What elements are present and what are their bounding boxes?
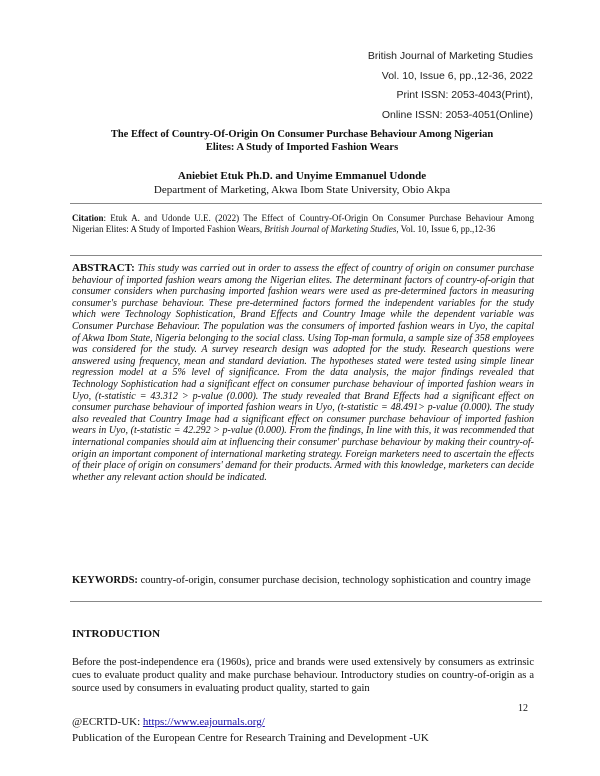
author-names: Aniebiet Etuk Ph.D. and Unyime Emmanuel Udonde [177, 170, 427, 182]
publisher-line: Publication of the European Centre for Research Training and Development -UK [72, 732, 429, 744]
citation-label: Citation [72, 213, 104, 223]
online-issn: Online ISSN: 2053-4051(Online) [381, 108, 533, 121]
print-issn: Print ISSN: 2053-4043(Print), [396, 89, 533, 101]
divider-top [70, 203, 542, 204]
citation-journal: British Journal of Marketing Studies [264, 224, 397, 234]
introduction-text: Before the post-independence era (1960s), price and brands were used extensively by consumers as extrinsic cues to evaluate product quality and make purchase behaviour. Introductory studies on country-of-origin as a source used by consumers in evaluating product quality, started to gain [72, 657, 534, 694]
keywords-text: country-of-origin, consumer purchase decision, technology sophistication and country image [140, 575, 531, 586]
divider-citation [70, 255, 542, 256]
author-block [72, 169, 532, 197]
article-title [72, 128, 532, 154]
journal-header [368, 47, 533, 125]
keywords [72, 574, 534, 587]
citation-text: : Etuk A. and Udonde U.E. (2022) The Effect of Country-Of-Origin On Consumer Purchase Behaviour Among Nigerian Elites: A Study of Imported Fashion Wears, [72, 213, 534, 234]
journal-name: British Journal of Marketing Studies [367, 50, 533, 62]
title-line-1: The Effect of Country-Of-Origin On Consumer Purchase Behaviour Among Nigerian [110, 129, 494, 140]
copyright-prefix: @ECRTD-UK: [72, 716, 143, 728]
footer [72, 714, 429, 746]
citation-volume: , Vol. 10, Issue 6, pp.,12-36 [396, 224, 496, 234]
keywords-label: KEYWORDS: [72, 575, 138, 586]
abstract-text: This study was carried out in order to assess the effect of country of origin on consumer purchase behaviour of imported fashion wears among the Nigerian elites. The determinant factors of country-of-origin that consumer considers when purchasing imported fashion wears were used as pre-determined factors in measuring consumer's purchase behaviour. These pre-determined factors formed the independent variables for the study which were Technology Sophistication, Brand Effects and Country Image while the dependent variable was Consumer Purchase Behaviour. The population was the consumers of imported fashion wears in Uyo, the capital of Akwa Ibom State, Nigeria belonging to the social class. Using Top-man formula, a sample size of 358 employees was considered for the study. A survey research design was adopted for the study. Research questions were answered using frequency, mean and standard deviation. The hypotheses stated were tested using simple linear regression model at a 5% level of significance. From the data analysis, the major findings revealed that Technology Sophistication had a significant effect on consumer purchase behaviour of imported fashion wears in Uyo, (t-statistic = 43.312 > p-value (0.000). The study revealed that Brand Effects had a significant effect on consumer purchase behaviour of imported fashion wears in Uyo, (t-statistic = 48.491> p-value (0.000). The study also revealed that Country Image had a significant effect on consumer purchase behaviour of imported fashion wears in Uyo, (t-statistic = 42.292 > p-value (0.000). From the findings, In line with this, it was recommended that international companies should aim at influencing their consumer' purchase behaviour by making their country-of-origin an important component of international marketing strategy. Foreign marketers need to ascertain the effects of their place of origin on consumers' demand for their products. Armed with this knowledge, marketers can decide whether any relevant action should be indicated. [72, 263, 534, 483]
volume-issue: Vol. 10, Issue 6, pp.,12-36, 2022 [381, 69, 533, 82]
page-number: 12 [518, 703, 528, 714]
affiliation: Department of Marketing, Akwa Ibom State University, Obio Akpa [153, 184, 451, 196]
title-line-2: Elites: A Study of Imported Fashion Wears [205, 142, 399, 153]
abstract [72, 263, 534, 483]
journal-link[interactable]: https://www.eajournals.org/ [142, 716, 265, 728]
introduction-heading: INTRODUCTION [72, 628, 161, 640]
divider-keywords [70, 601, 542, 602]
abstract-label: ABSTRACT: [72, 262, 135, 274]
citation [72, 213, 534, 235]
